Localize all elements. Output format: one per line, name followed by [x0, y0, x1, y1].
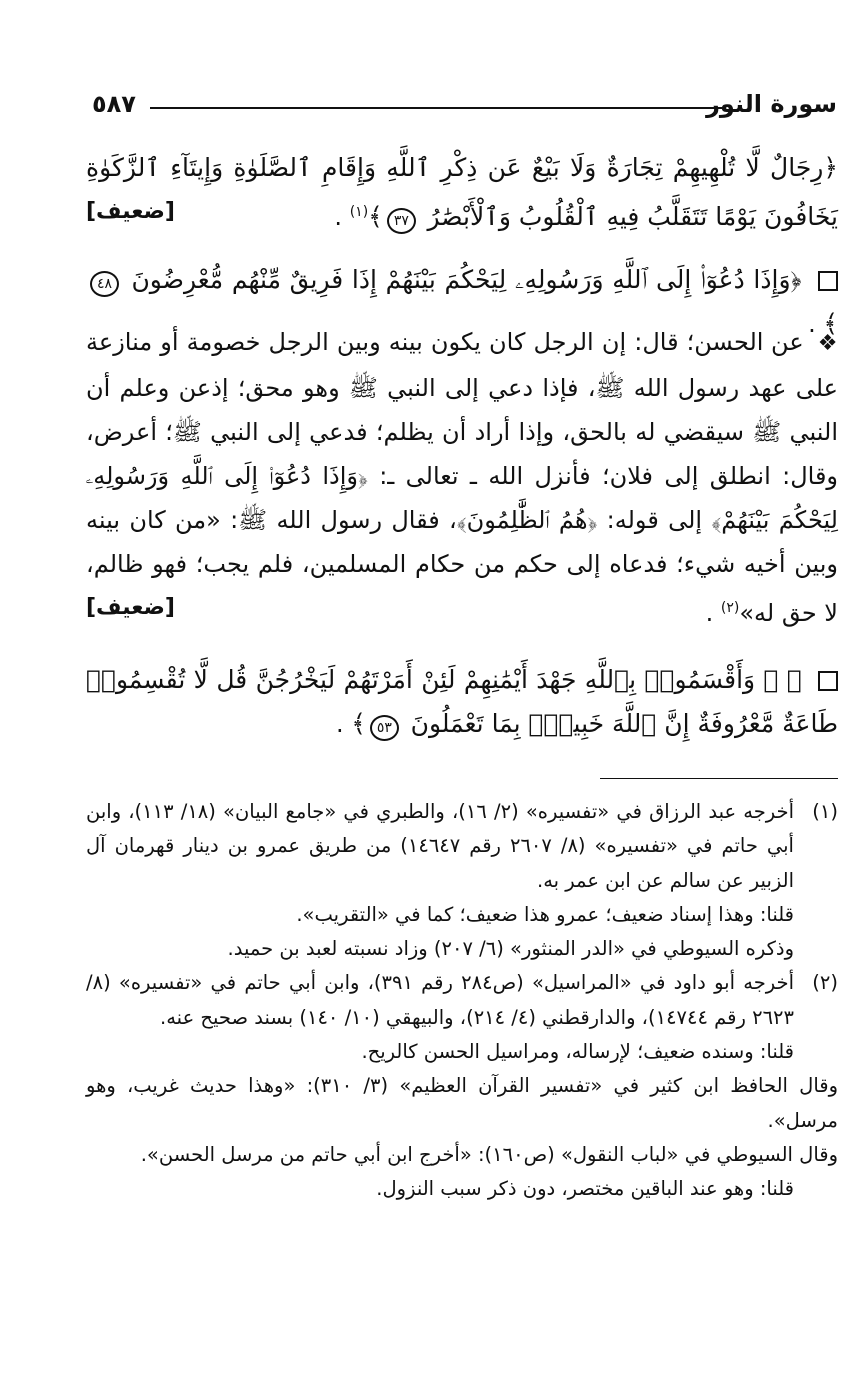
header-rule	[150, 107, 725, 109]
end-mark: .	[808, 310, 816, 338]
verse-close-bracket: ﴾	[823, 309, 838, 338]
grade-label: [ضعيف]	[86, 199, 175, 224]
square-bullet-icon	[818, 271, 838, 291]
verse-block-53	[86, 658, 838, 746]
footnote-ref: (٢)	[720, 600, 740, 616]
end-mark: .	[705, 599, 714, 627]
page-number: ٥٨٧	[92, 90, 136, 118]
grade-label: [ضعيف]	[86, 595, 175, 620]
surah-title: سورة النور	[706, 90, 837, 118]
ayah-number-marker: ٣٧	[387, 208, 416, 234]
footnote-note: وقال الحافظ ابن كثير في «تفسير القرآن العظيم» (٣/ ٣١٠): «وهذا حديث غريب، وهو مرسل».	[86, 1074, 838, 1132]
footnote-2	[86, 966, 838, 1206]
footnote-note: قلنا: وهو عند الباقين مختصر، دون ذكر سبب النزول.	[376, 1177, 794, 1201]
footnote-text: أخرجه عبد الرزاق في «تفسيره» (٢/ ١٦)، والطبري في «جامع البيان» (١٨/ ١١٣)، وابن أبي حاتم في «تفسيره» (٨/ ٢٦٠٧ رقم ١٤٦٤٧) من طريق عمرو بن دينار قهرمان آل الزبير عن سالم عن ابن عمر به.	[86, 800, 794, 892]
footnote-number: (٢)	[812, 971, 838, 995]
verse-text: ﴿ ۞ وَأَقْسَمُوا۟ بِٱللَّهِ جَهْدَ أَيْمَٰنِهِمْ لَئِنْ أَمَرْتَهُمْ لَيَخْرُجُنَّ قُل لَّا تُقْسِمُوا۟ طَاعَةٌ مَّعْرُوفَةٌ إِنَّ ٱللَّهَ خَبِيرٌۢ بِمَا تَعْمَلُونَ	[86, 665, 838, 738]
footnote-separator	[600, 778, 838, 779]
footnote-note: قلنا: وهذا إسناد ضعيف؛ عمرو هذا ضعيف؛ كما في «التقريب».	[296, 902, 794, 926]
square-bullet-icon	[818, 671, 838, 691]
verse-text: ﴿وَإِذَا دُعُوٓا۟ إِلَى ٱللَّهِ وَرَسُولِهِۦ لِيَحْكُمَ بَيْنَهُمْ إِذَا فَرِيقٌ مِّنْهُم مُّعْرِضُونَ	[131, 265, 802, 294]
footnote-number: (١)	[812, 800, 838, 823]
footnote-text: أخرجه أبو داود في «المراسيل» (ص٢٨٤ رقم ٣٩١)، وابن أبي حاتم في «تفسيره» (٨/ ٢٦٢٣ رقم ١٤٧٤٤)، والدارقطني (٤/ ٢١٤)، والبيهقي (١٠/ ١٤٠) بسند صحيح عنه.	[86, 971, 794, 1029]
verse-close-bracket: ﴾	[351, 709, 366, 738]
footnote-note: وذكره السيوطي في «الدر المنثور» (٦/ ٢٠٧) وزاد نسبته لعبد بن حميد.	[227, 937, 794, 961]
footnotes	[86, 795, 838, 1207]
verse-text: ﴿رِجَالٌ لَّا تُلْهِيهِمْ تِجَارَةٌ وَلَا بَيْعٌ عَن ذِكْرِ ٱللَّهِ وَإِقَامِ ٱلصَّلَوٰةِ وَإِيتَآءِ ٱلزَّكَوٰةِ يَخَافُونَ يَوْمًا تَتَقَلَّبُ فِيهِ ٱلْقُلُوبُ وَٱلْأَبْصَٰرُ	[86, 153, 838, 231]
verse-close-bracket: ﴾	[368, 202, 383, 231]
narration-text: عن الحسن؛ قال: إن الرجل كان يكون بينه وبين الرجل خصومة أو منازعة على عهد رسول الله ﷺ، فإذا دعي إلى النبي ﷺ وهو محق؛ إذعن وعلم أن النبي ﷺ سيقضي له بالحق، وإذا أراد أن يظلم؛ فدعي إلى النبي ﷺ؛ أعرض، وقال: انطلق إلى فلان؛ فأنزل الله ـ تعالى ـ: ﴿وَإِذَا دُعُوٓا۟ إِلَى ٱللَّهِ وَرَسُولِهِۦ لِيَحْكُمَ بَيْنَهُمْ﴾ إلى قوله: ﴿هُمُ ٱلظَّٰلِمُونَ﴾، فقال رسول الله ﷺ: «من كان بينه وبين أخيه شيء؛ فدعاه إلى حكم من حكام المسلمين، فلم يجب؛ فهو ظالم، لا حق له»	[86, 328, 838, 627]
footnote-ref: (١)	[349, 204, 369, 220]
diamond-bullet-icon: ❖	[817, 331, 838, 356]
narration-block	[86, 320, 838, 635]
verse-block-37	[86, 146, 838, 239]
end-mark: .	[335, 710, 344, 738]
ayah-number-marker: ٤٨	[90, 271, 119, 297]
footnote-note: وقال السيوطي في «لباب النقول» (ص١٦٠): «أخرج ابن أبي حاتم من مرسل الحسن».	[140, 1142, 838, 1166]
end-mark: .	[334, 203, 343, 231]
page-header	[92, 90, 837, 124]
ayah-number-marker: ٥٣	[370, 715, 399, 741]
footnote-note: قلنا: وسنده ضعيف؛ لإرساله، ومراسيل الحسن كالريح.	[361, 1040, 794, 1064]
footnote-1	[86, 795, 838, 966]
